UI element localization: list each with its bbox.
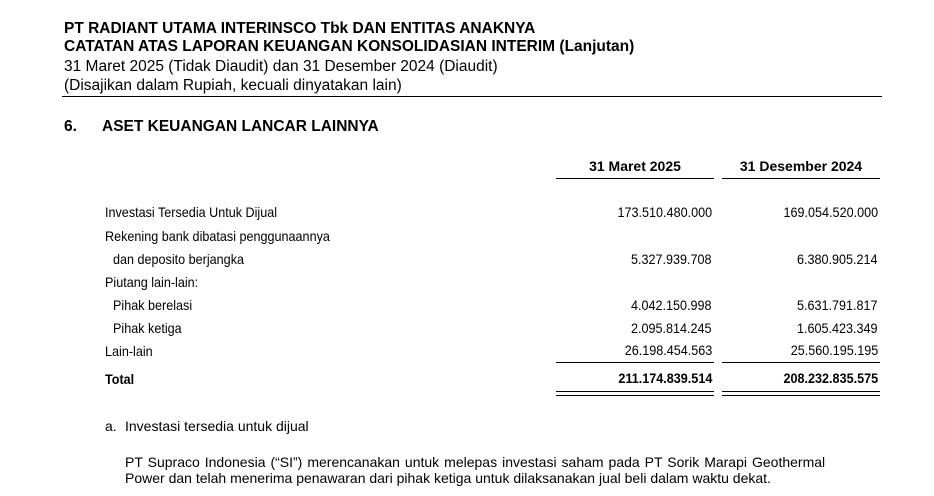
subtotal-line <box>722 362 880 363</box>
total-double-underline <box>556 395 714 396</box>
row-value-mar-2025: 5.327.939.708 <box>631 251 712 267</box>
total-double-underline <box>722 395 880 396</box>
section-number: 6. <box>64 118 77 135</box>
company-name: PT RADIANT UTAMA INTERINSCO Tbk DAN ENTITAS ANAKNYA <box>64 20 536 37</box>
column-header-mar-2025: 31 Maret 2025 <box>589 158 681 174</box>
row-value-dec-2024: 25.560.195.195 <box>790 342 878 358</box>
column-header-dec-2024: 31 Desember 2024 <box>739 158 863 174</box>
report-title: CATATAN ATAS LAPORAN KEUANGAN KONSOLIDASIAN INTERIM (Lanjutan) <box>64 38 635 55</box>
total-double-underline <box>722 391 880 392</box>
row-label: Rekening bank dibatasi penggunaannya <box>105 228 330 244</box>
section-title: ASET KEUANGAN LANCAR LAINNYA <box>102 118 379 135</box>
column-header-underline <box>556 178 714 179</box>
row-label: dan deposito berjangka <box>113 251 245 267</box>
row-value-dec-2024: 1.605.423.349 <box>797 320 878 336</box>
header-divider <box>62 96 882 97</box>
row-value-mar-2025: 2.095.814.245 <box>631 320 712 336</box>
subsection-paragraph-line: PT Supraco Indonesia (“SI”) merencanakan untuk melepas investasi saham pada PT Sorik Marapi Geothermal <box>125 454 826 470</box>
row-label: Pihak berelasi <box>113 297 193 313</box>
row-label: Pihak ketiga <box>113 320 182 336</box>
total-value-mar-2025: 211.174.839.514 <box>618 370 712 386</box>
column-header-underline <box>722 178 880 179</box>
report-period: 31 Maret 2025 (Tidak Diaudit) dan 31 Desember 2024 (Diaudit) <box>64 58 498 75</box>
subsection-paragraph-line: Power dan telah menerima penawaran dari pihak ketiga untuk dilaksanakan jual beli dalam waktu dekat. <box>125 470 771 486</box>
row-value-dec-2024: 6.380.905.214 <box>797 251 878 267</box>
row-value-mar-2025: 26.198.454.563 <box>624 342 712 358</box>
subsection-label: a. <box>105 418 117 434</box>
currency-note: (Disajikan dalam Rupiah, kecuali dinyatakan lain) <box>64 77 402 94</box>
total-label: Total <box>105 371 135 387</box>
total-double-underline <box>556 391 714 392</box>
row-value-dec-2024: 169.054.520.000 <box>783 204 878 220</box>
row-label: Investasi Tersedia Untuk Dijual <box>105 204 278 220</box>
row-value-mar-2025: 173.510.480.000 <box>617 204 712 220</box>
row-value-dec-2024: 5.631.791.817 <box>797 297 878 313</box>
row-value-mar-2025: 4.042.150.998 <box>631 297 712 313</box>
row-label: Piutang lain-lain: <box>105 274 199 290</box>
subsection-title: Investasi tersedia untuk dijual <box>125 418 309 434</box>
row-label: Lain-lain <box>105 343 153 359</box>
subtotal-line <box>556 362 714 363</box>
total-value-dec-2024: 208.232.835.575 <box>783 370 878 386</box>
